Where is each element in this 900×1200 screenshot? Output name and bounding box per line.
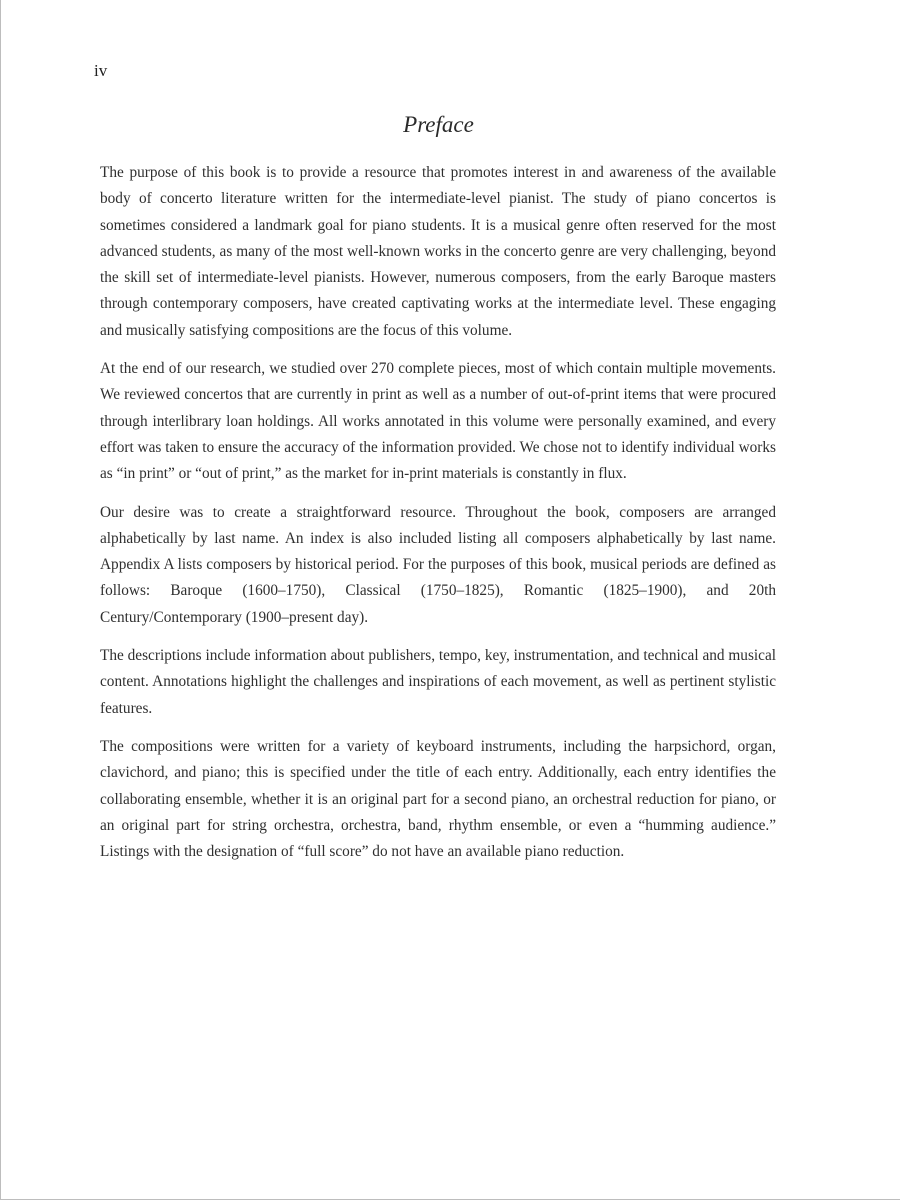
- paragraph: Our desire was to create a straightforward resource. Throughout the book, composers are arranged alphabetically by last name. An index is also included listing all composers alphabetically by last name. Appendix A lists composers by historical period. For the purposes of this book, musical periods are defined as follows: Baroque (1600–1750), Classical (1750–1825), Romantic (1825–1900), and 20th Century/Contemporary (1900–present day).: [100, 503, 776, 626]
- page-number: iv: [94, 61, 108, 80]
- paragraph: The compositions were written for a variety of keyboard instruments, including the harpsichord, organ, clavichord, and piano; this is specified under the title of each entry. Additionally, each entry identifies the collaborating ensemble, whether it is an original part for a second piano, an orchestral reduction for piano, or an original part for string orchestra, orchestra, band, rhythm ensemble, or even a “humming audience.” Listings with the designation of “full score” do not have an available piano reduction.: [100, 737, 776, 861]
- page-title: Preface: [403, 112, 474, 137]
- paragraph: At the end of our research, we studied over 270 complete pieces, most of which contain multiple movements. We reviewed concertos that are currently in print as well as a number of out-of-print items that were procured through interlibrary loan holdings. All works annotated in this volume were personally examined, and every effort was taken to ensure the accuracy of the information provided. We chose not to identify individual works as “in print” or “out of print,” as the market for in-print materials is constantly in flux.: [100, 360, 776, 483]
- paragraph: The purpose of this book is to provide a resource that promotes interest in and awareness of the available body of concerto literature written for the intermediate-level pianist. The study of piano concertos is sometimes considered a landmark goal for piano students. It is a musical genre often reserved for the most advanced students, as many of the most well-known works in the concerto genre are very challenging, beyond the skill set of intermediate-level pianists. However, numerous composers, from the early Baroque masters through contemporary composers, have created captivating works at the intermediate level. These engaging and musically satisfying compositions are the focus of this volume.: [100, 164, 776, 339]
- preface-body: [100, 160, 776, 877]
- paragraph: The descriptions include information about publishers, tempo, key, instrumentation, and technical and musical content. Annotations highlight the challenges and inspirations of each movement, as well as pertinent stylistic features.: [100, 647, 776, 717]
